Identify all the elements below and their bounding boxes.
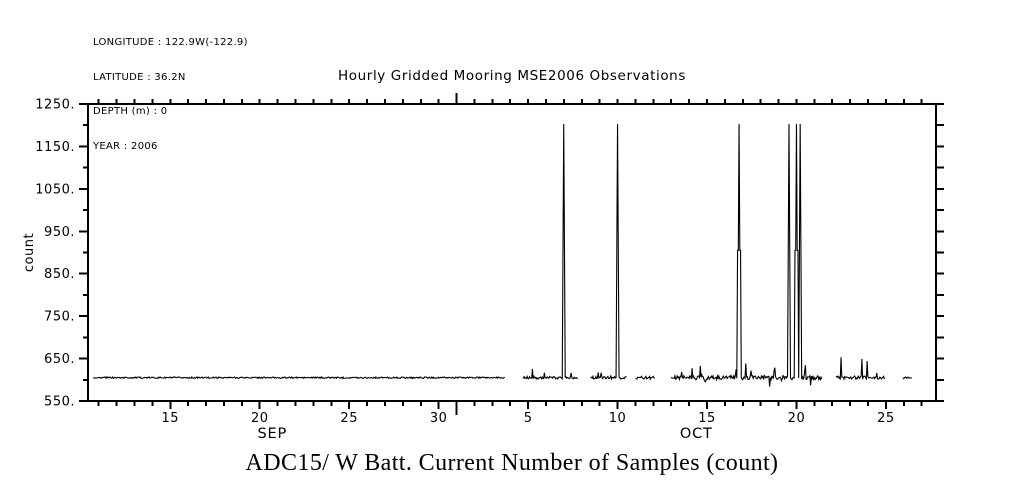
- x-tick-label: 20: [787, 411, 806, 426]
- x-tick-label: 30: [429, 411, 448, 426]
- x-tick-label: 5: [523, 411, 533, 426]
- y-tick-label: 1050.: [35, 182, 75, 198]
- chart-caption: ADC15/ W Batt. Current Number of Samples (count): [245, 450, 779, 476]
- series-segment: [903, 377, 912, 378]
- y-tick-label: 850.: [44, 267, 75, 283]
- y-tick-label: 650.: [44, 352, 75, 368]
- x-month-label: SEP: [257, 426, 288, 442]
- x-tick-label: 10: [608, 411, 627, 426]
- metadata-line-depth: DEPTH (m) : 0: [93, 106, 168, 117]
- plot-frame: [88, 104, 936, 401]
- y-axis-title: count: [22, 232, 37, 273]
- y-tick-label: 750.: [44, 309, 75, 325]
- y-tick-label: 550.: [44, 394, 75, 410]
- metadata-line-latitude: LATITUDE : 36.2N: [93, 71, 186, 83]
- series-segment: [93, 377, 504, 378]
- series-segment: [591, 124, 627, 379]
- x-tick-label: 20: [250, 411, 269, 426]
- x-tick-label: 15: [698, 411, 716, 426]
- series-segment: [836, 357, 885, 379]
- series-segment: [671, 124, 822, 387]
- y-tick-label: 1250.: [35, 97, 75, 113]
- y-tick-label: 950.: [44, 224, 75, 240]
- metadata-line-year: YEAR : 2006: [93, 140, 158, 152]
- axes: [79, 93, 944, 415]
- data-series: [93, 124, 911, 387]
- x-month-label: OCT: [679, 426, 713, 442]
- chart-title: Hourly Gridded Mooring MSE2006 Observations: [338, 68, 686, 84]
- x-tick-label: 15: [161, 411, 180, 426]
- x-tick-label: 25: [340, 411, 358, 426]
- metadata-line-longitude: LONGITUDE : 122.9W(-122.9): [93, 37, 248, 48]
- series-segment: [635, 376, 654, 379]
- y-axis-ticks: [79, 104, 944, 401]
- series-segment: [523, 124, 578, 379]
- axis-labels: [22, 98, 895, 443]
- x-tick-label: 25: [877, 411, 895, 426]
- y-tick-label: 1150.: [35, 139, 75, 155]
